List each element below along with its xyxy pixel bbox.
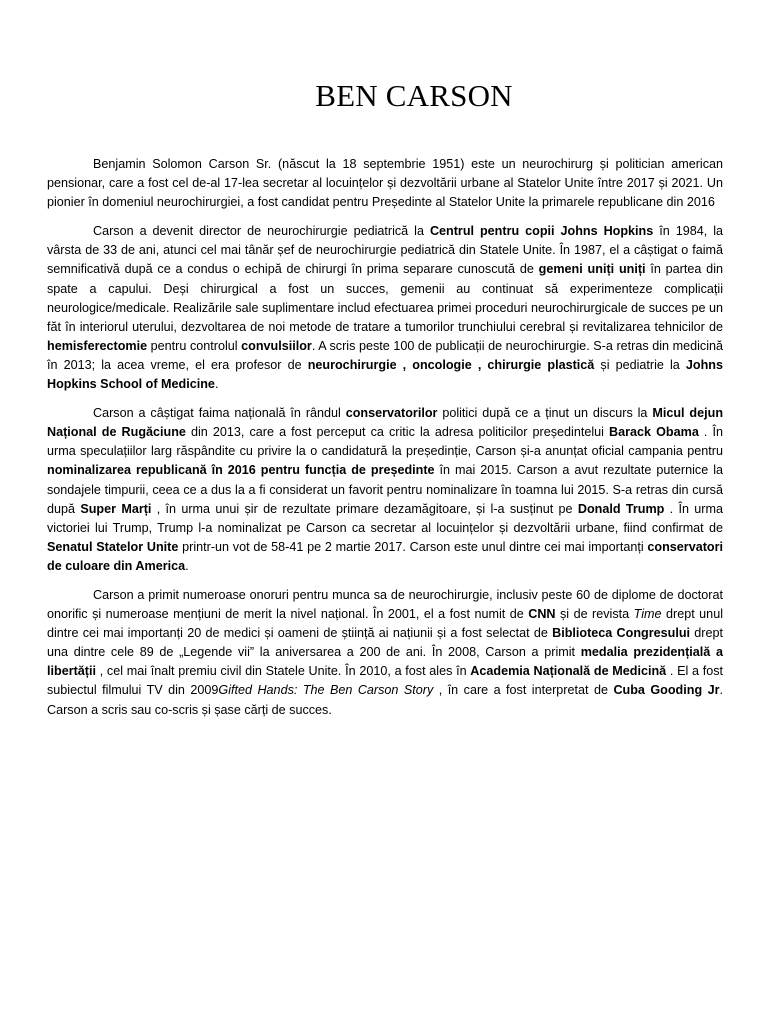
link-cuba-gooding-jr[interactable]: Cuba Gooding Jr [613, 683, 720, 698]
link-hemispherectomy[interactable]: hemisferectomie [47, 338, 148, 353]
text-run: drept unul dintre cei mai importanți 20 de medici și oameni de știință ai națiunii și a fost selectat de [47, 607, 723, 641]
text-run: și pediatrie la [594, 357, 686, 372]
document-title: BEN CARSON [315, 78, 513, 113]
text-run: Carson a devenit director de neurochirurgie pediatrică la [93, 224, 430, 239]
paragraph-politics [47, 404, 723, 576]
link-donald-trump[interactable]: Donald Trump [577, 501, 665, 516]
paragraph-intro [47, 155, 723, 212]
text-run: pentru controlul [147, 338, 242, 353]
text-run: în mai 2015. Carson a avut rezultate puternice la sondajele timpurii, ceea ce a dus la a fi considerat un favorit pentru nominalizare în toamna lui 2015. S-a retras din cursă după [47, 463, 724, 516]
text-run: și de revista [555, 607, 634, 622]
link-presidential-medal-of-freedom[interactable]: medalia prezidențială a libertății [47, 645, 724, 679]
text-run: politici după ce a ținut un discurs la [437, 406, 653, 421]
link-cnn[interactable]: CNN [528, 607, 556, 622]
text-run: . A scris peste 100 de publicații de neurochirurgie. S-a retras din medicină în 2013; la acea vreme, el era profesor de [47, 338, 723, 372]
paragraph-career [47, 222, 723, 394]
text-run: . El a fost subiectul filmului TV din 2009 [47, 664, 724, 698]
text-run: . [185, 558, 189, 573]
text-run: din 2013, care a fost perceput ca critic la adresa politicilor președintelui [185, 425, 610, 440]
film-title: Gifted Hands: The Ben Carson Story [218, 683, 434, 698]
document-body [47, 155, 723, 720]
link-super-tuesday[interactable]: Super Marți [80, 501, 152, 516]
link-national-academy-of-medicine[interactable]: Academia Națională de Medicină [470, 664, 667, 679]
text-run: . În urma victoriei lui Trump, Trump l-a nominalizat pe Carson ca secretar al locuințelor și dezvoltării urbane, fiind confirmat de [47, 501, 723, 535]
text-run: , în care a fost interpretat de [433, 683, 614, 698]
link-johns-hopkins-childrens-center[interactable]: Centrul pentru copii Johns Hopkins [429, 224, 654, 239]
link-johns-hopkins-school-of-medicine[interactable]: Johns Hopkins School of Medicine [47, 357, 723, 392]
link-republican-nomination-2016[interactable]: nominalizarea republicană în 2016 pentru funcția de președinte [47, 463, 435, 478]
link-us-senate[interactable]: Senatul Statelor Unite [47, 539, 179, 554]
link-seizures[interactable]: convulsiilor [241, 338, 312, 353]
text-run: , în urma unui șir de rezultate primare dezamăgitoare, și l-a susținut pe [151, 501, 578, 516]
text-run: printr-un vot de 58-41 pe 2 martie 2017. Carson este unul dintre cei mai importanți [178, 539, 648, 554]
paragraph-honors [47, 586, 723, 720]
link-barack-obama[interactable]: Barack Obama [609, 425, 699, 440]
link-library-of-congress[interactable]: Biblioteca Congresului [552, 626, 691, 641]
text-run: în 1984, la vârsta de 33 de ani, atunci cel mai tânăr șef de neurochirurgie pediatrică din Statele Unite. În 1987, el a câștigat o faimă semnificativă după ce a condus o echipă de chirurgi în prima separare cunoscută de [47, 224, 723, 277]
link-black-conservatives[interactable]: conservatori de culoare din America [47, 539, 723, 573]
time-magazine-title: Time [633, 607, 662, 622]
link-conservatives[interactable]: conservatorilor [345, 406, 438, 421]
link-national-prayer-breakfast[interactable]: Micul dejun Național de Rugăciune [47, 406, 724, 440]
link-specialties[interactable]: neurochirurgie , oncologie , chirurgie plastică [307, 357, 595, 372]
text-run: , cel mai înalt premiu civil din Statele Unite. În 2010, a fost ales în [96, 664, 471, 679]
link-conjoined-twins[interactable]: gemeni uniți uniți [538, 262, 646, 277]
text-run: Carson a câștigat faima națională în rândul [93, 406, 346, 421]
text-run: în partea din spate a capului. Deși chirurgical a fost un succes, gemenii au continuat să experimenteze complicații neurologice/medicale. Realizările sale suplimentare includ efectuarea primei proceduri neurochirurgicale de succes pe un făt în interiorul uterului, dezvoltarea de noi metode de tratare a tumorilor trunchiului cerebral și revitalizarea tehnicilor de [47, 262, 723, 334]
text-run: . [214, 377, 219, 392]
text-run: Benjamin Solomon Carson Sr. (născut la 18 septembrie 1951) este un neurochirurg și politician american pensionar, care a fost cel de-al 17-lea secretar al locuințelor și dezvoltării urbane al Statelor Unite între 2017 și 2021. Un pionier în domeniul neurochirurgiei, a fost candidat pentru Președinte al Statelor Unite la primarele republicane din 2016 [47, 157, 723, 210]
text-run: drept una dintre cele 89 de „Legende vii” la aniversarea a 200 de ani. În 2008, Carson a primit [47, 626, 723, 660]
text-run: Carson a primit numeroase onoruri pentru munca sa de neurochirurgie, inclusiv peste 60 de diplome de doctorat onorific și numeroase mențiuni de merit la nivel național. În 2001, el a fost numit de [47, 587, 723, 622]
text-run: . Carson a scris sau co-scris și șase cărți de succes. [47, 683, 723, 717]
text-run: . În urma speculațiilor larg răspândite cu privire la o candidatură la președinție, Carson și-a anunțat oficial campania pentru [47, 425, 723, 459]
